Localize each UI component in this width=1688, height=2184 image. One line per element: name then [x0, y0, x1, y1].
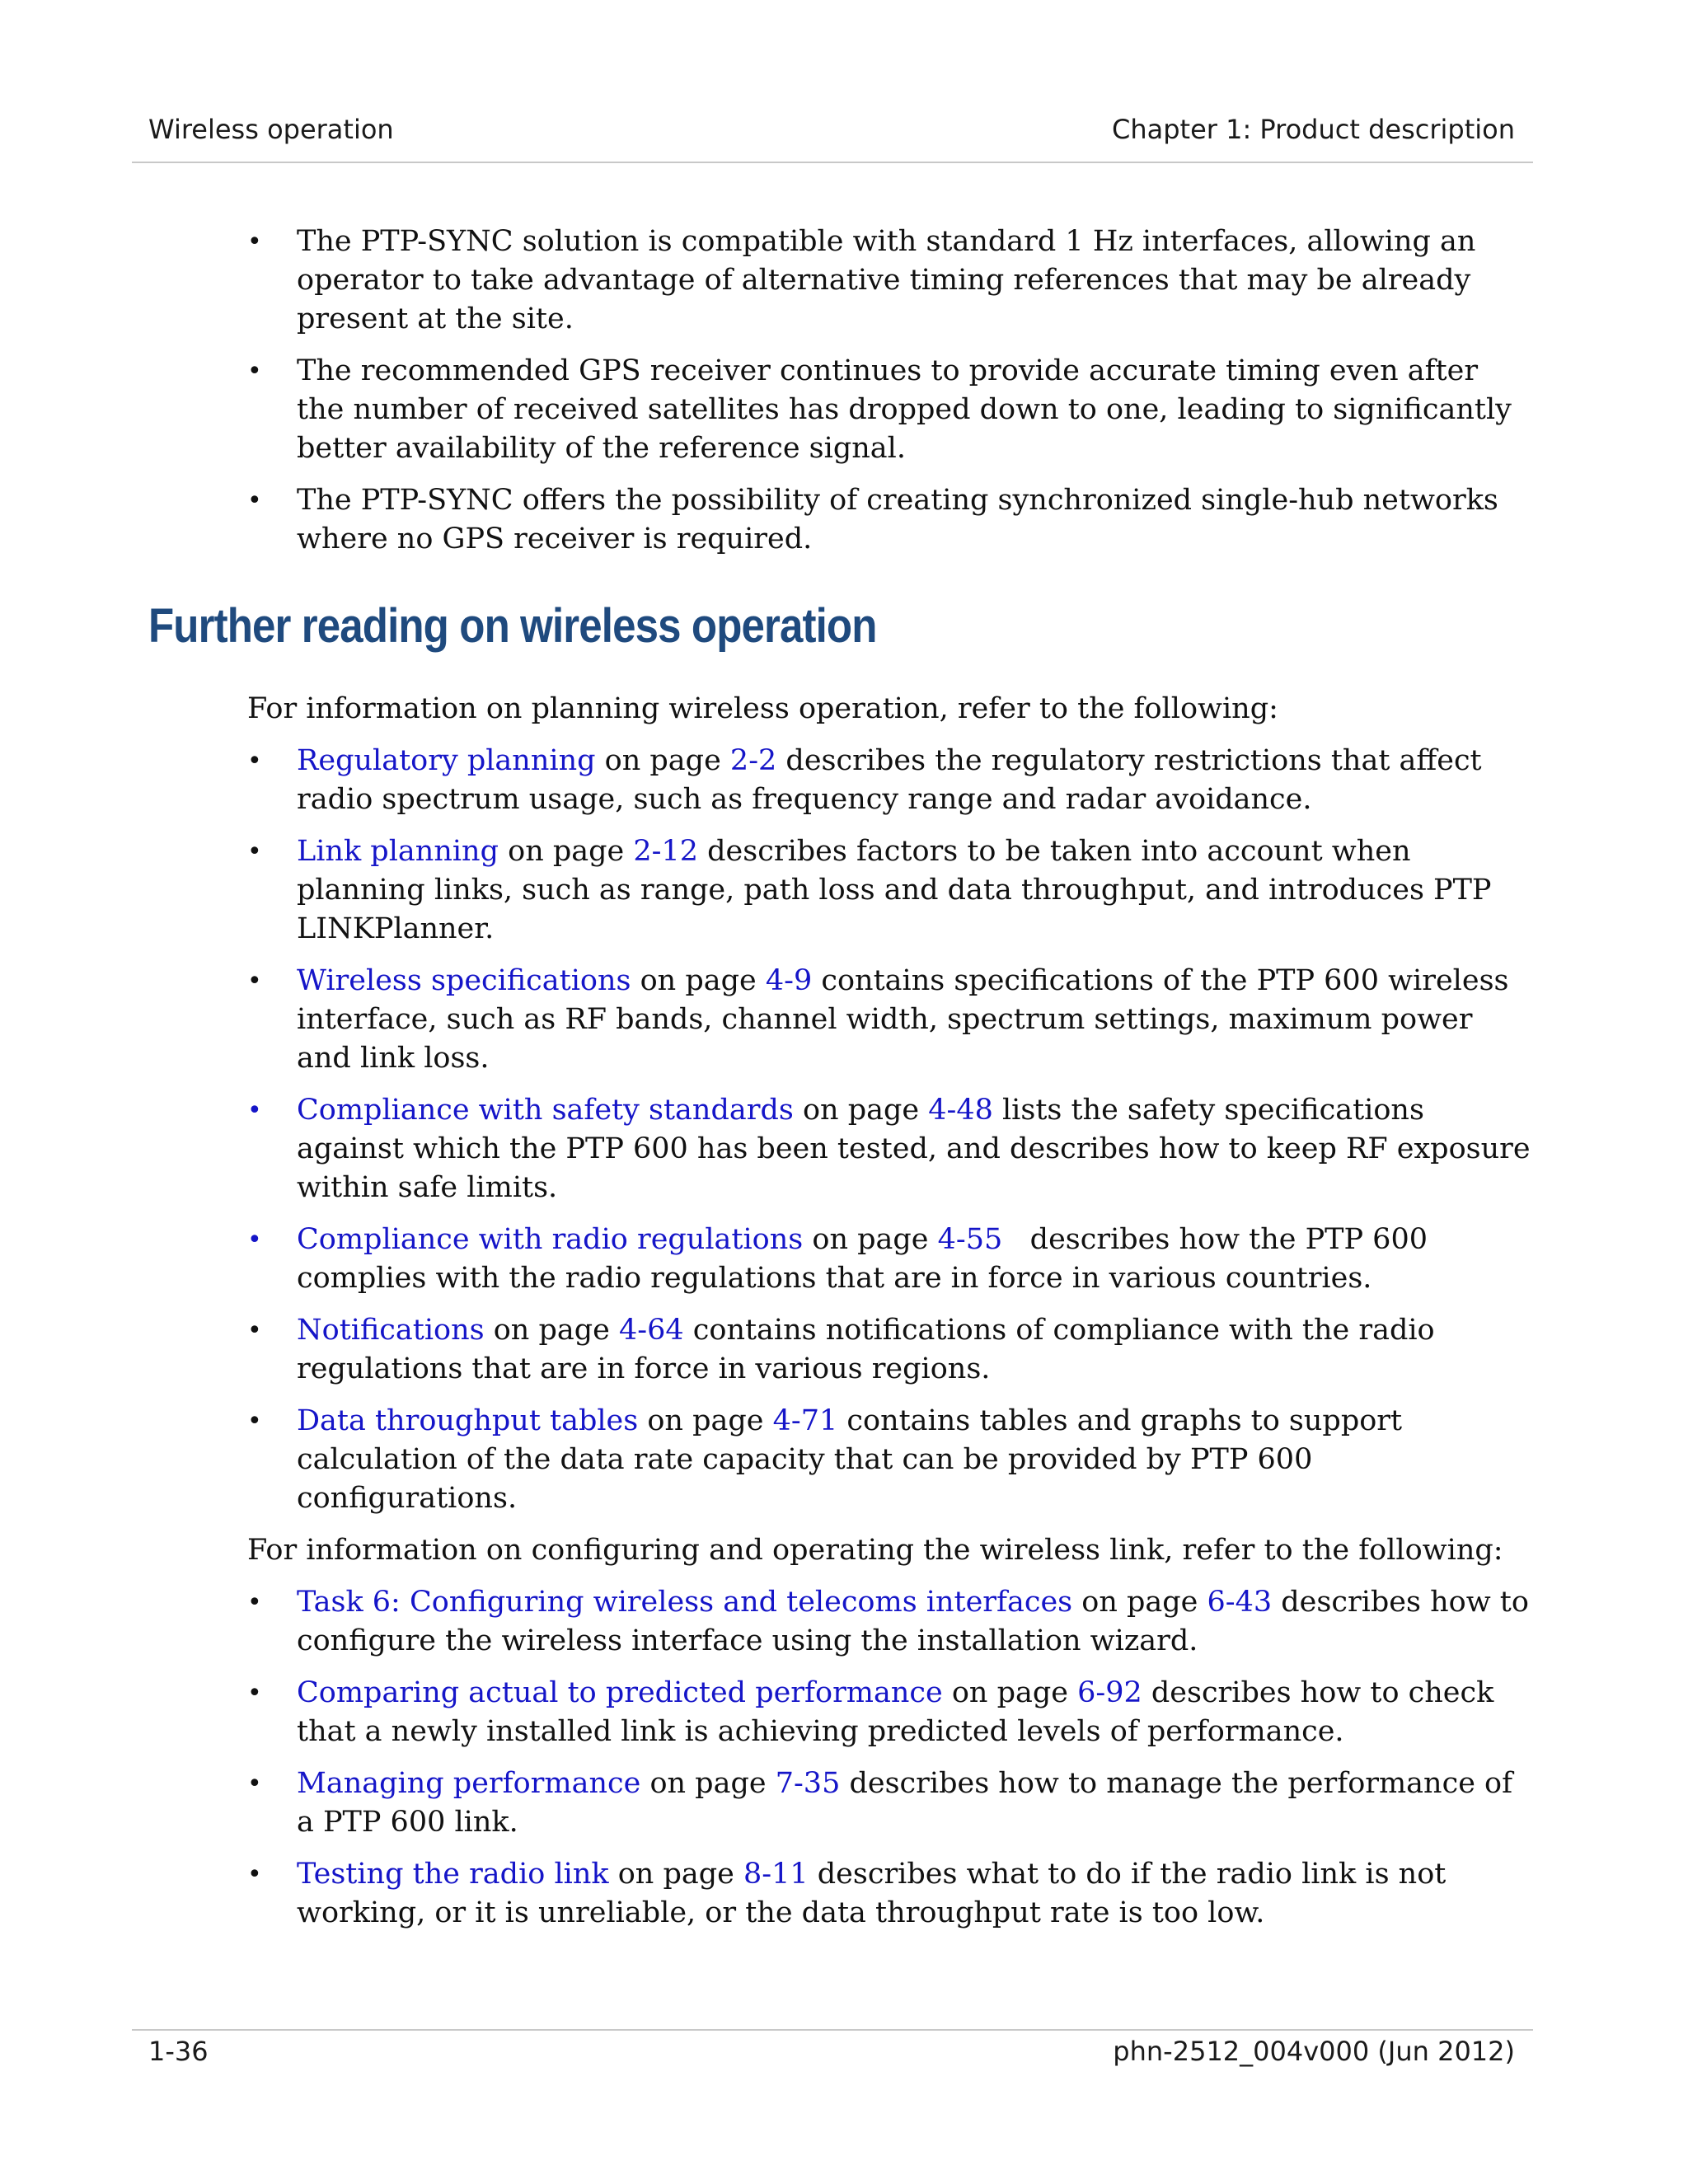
reference-description: describes how to check that a newly installed link is achieving predicted levels of performance. [297, 1676, 1494, 1748]
list-item [247, 1221, 1533, 1298]
bullet-icon: • [247, 357, 262, 386]
reference-description: lists the safety specifications against which the PTP 600 has been tested, and describes how to keep RF exposure within safe limits. [297, 1094, 1531, 1204]
reference-link[interactable]: Wireless specifications [297, 964, 631, 997]
reference-description: contains tables and graphs to support calculation of the data rate capacity that can be provided by PTP 600 configurations. [297, 1404, 1403, 1515]
bullet-icon: • [247, 837, 262, 866]
page-link[interactable]: 6-43 [1207, 1586, 1273, 1619]
page-link[interactable]: 4-55 [937, 1223, 1003, 1256]
list-item [247, 1765, 1533, 1842]
intro-bullet-list [247, 223, 1533, 559]
footer-divider [132, 2029, 1533, 2031]
list-item [247, 1583, 1533, 1661]
reference-link[interactable]: Task 6: Configuring wireless and telecoms interfaces [297, 1586, 1073, 1619]
list-item [247, 1091, 1533, 1207]
page-link[interactable]: 8-11 [743, 1858, 809, 1891]
bullet-icon: • [247, 1588, 262, 1617]
page-link[interactable]: 4-48 [928, 1094, 993, 1127]
list-item [247, 1311, 1533, 1389]
header-section-title: Wireless operation [148, 114, 394, 145]
on-page-text: on page [608, 1858, 743, 1891]
reference-link[interactable]: Regulatory planning [297, 744, 596, 777]
operating-intro-paragraph: For information on configuring and operating the wireless link, refer to the following: [247, 1534, 1503, 1567]
on-page-text: on page [803, 1223, 938, 1256]
list-item [247, 962, 1533, 1078]
list-item-text: The recommended GPS receiver continues to provide accurate timing even after the number of received satellites has dropped down to one, leading to significantly better availability of the reference signal. [297, 354, 1512, 465]
reference-link[interactable]: Compliance with safety standards [297, 1094, 794, 1127]
page-content [148, 223, 1533, 1946]
reference-link[interactable]: Data throughput tables [297, 1404, 639, 1437]
list-item [247, 1402, 1533, 1518]
on-page-text: on page [638, 1404, 773, 1437]
list-item [247, 481, 1533, 559]
bullet-icon: • [247, 1226, 262, 1254]
on-page-text: on page [484, 1314, 619, 1347]
reference-description: describes the regulatory restrictions that affect radio spectrum usage, such as frequency range and radar avoidance. [297, 744, 1482, 816]
bullet-icon: • [247, 227, 262, 256]
list-item [247, 352, 1533, 468]
page-link[interactable]: 2-12 [633, 835, 699, 868]
planning-intro-paragraph: For information on planning wireless operation, refer to the following: [247, 692, 1278, 725]
reference-description: contains notifications of compliance with the radio regulations that are in force in various regions. [297, 1314, 1435, 1385]
reference-description: describes how the PTP 600 complies with the radio regulations that are in force in various countries. [297, 1223, 1437, 1295]
list-item [247, 742, 1533, 819]
section-heading: Further reading on wireless operation [148, 599, 877, 653]
bullet-icon: • [247, 1769, 262, 1798]
bullet-icon: • [247, 1860, 262, 1889]
list-item-text: The PTP-SYNC solution is compatible with standard 1 Hz interfaces, allowing an operator to take advantage of alternative timing references that may be already present at the site. [297, 225, 1476, 335]
reference-link[interactable]: Notifications [297, 1314, 485, 1347]
reference-link[interactable]: Link planning [297, 835, 499, 868]
page-link[interactable]: 2-2 [729, 744, 777, 777]
bullet-icon: • [247, 1096, 262, 1125]
reference-description: contains specifications of the PTP 600 wireless interface, such as RF bands, channel width, spectrum settings, maximum power and link loss. [297, 964, 1509, 1075]
page-link[interactable]: 4-9 [765, 964, 813, 997]
list-item [247, 1855, 1533, 1933]
on-page-text: on page [631, 964, 766, 997]
list-item [247, 1674, 1533, 1751]
on-page-text: on page [640, 1767, 776, 1800]
on-page-text: on page [499, 835, 634, 868]
page-link[interactable]: 7-35 [775, 1767, 841, 1800]
bullet-icon: • [247, 1316, 262, 1345]
reference-link[interactable]: Testing the radio link [297, 1858, 609, 1891]
bullet-icon: • [247, 1679, 262, 1708]
page-number: 1-36 [148, 2036, 209, 2067]
bullet-icon: • [247, 486, 262, 515]
page-link[interactable]: 4-64 [619, 1314, 684, 1347]
page-link[interactable]: 6-92 [1077, 1676, 1142, 1709]
reference-link[interactable]: Comparing actual to predicted performance [297, 1676, 943, 1709]
reference-link[interactable]: Compliance with radio regulations [297, 1223, 804, 1256]
reference-description: describes how to manage the performance of a PTP 600 link. [297, 1767, 1513, 1839]
reference-description: describes what to do if the radio link is not working, or it is unreliable, or the data throughput rate is too low. [297, 1858, 1447, 1929]
bullet-icon: • [247, 967, 262, 996]
on-page-text: on page [793, 1094, 929, 1127]
list-item [247, 223, 1533, 339]
reference-description: describes factors to be taken into account when planning links, such as range, path loss and data throughput, and introduces PTP LINKPlanner. [297, 835, 1492, 945]
bullet-icon: • [247, 1407, 262, 1436]
bullet-icon: • [247, 747, 262, 776]
page-link[interactable]: 4-71 [772, 1404, 838, 1437]
reference-description: describes how to configure the wireless interface using the installation wizard. [297, 1586, 1529, 1657]
list-item [247, 832, 1533, 949]
running-footer [148, 2036, 1515, 2067]
running-header [148, 114, 1515, 145]
header-chapter-title: Chapter 1: Product description [1111, 114, 1515, 145]
operating-reference-list [247, 1583, 1533, 1933]
reference-link[interactable]: Managing performance [297, 1767, 641, 1800]
on-page-text: on page [595, 744, 730, 777]
on-page-text: on page [1072, 1586, 1207, 1619]
list-item-text: The PTP-SYNC offers the possibility of creating synchronized single-hub networks where no GPS receiver is required. [297, 484, 1498, 555]
document-id: phn-2512_004v000 (Jun 2012) [1113, 2036, 1515, 2067]
header-divider [132, 162, 1533, 163]
on-page-text: on page [942, 1676, 1078, 1709]
planning-reference-list [247, 742, 1533, 1518]
